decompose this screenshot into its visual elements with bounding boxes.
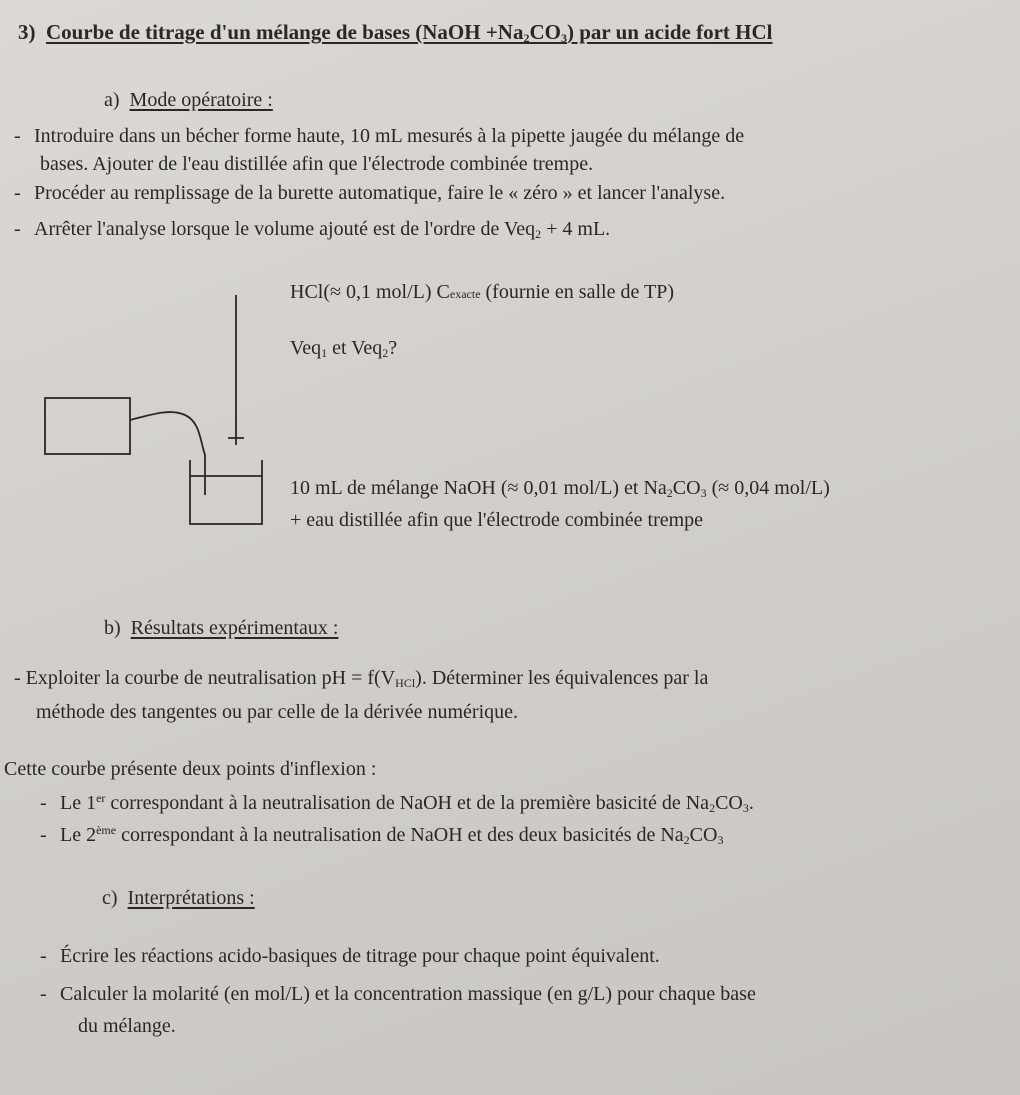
part-a-heading: a) Mode opératoire :: [104, 89, 273, 111]
question-2: - Calculer la molarité (en mol/L) et la concentration massique (en g/L) pour chaque base: [40, 983, 756, 1005]
electrode-cable: [130, 412, 205, 495]
exploit-instruction: - Exploiter la courbe de neutralisation pH = $f(V_{HCl})$. Déterminer les équivalences par la: [14, 667, 709, 690]
question-2-cont: du mélange.: [78, 1015, 176, 1037]
ph-meter-box: [45, 398, 130, 454]
step-2: - Procéder au remplissage de la burette automatique, faire le « zéro » et lancer l'analyse.: [14, 182, 726, 204]
veq-label: Veq$_1$ et Veq$_2$?: [290, 337, 398, 360]
titration-apparatus-diagram: [40, 290, 280, 540]
step-1-cont: bases. Ajouter de l'eau distillée afin que l'électrode combinée trempe.: [40, 153, 594, 175]
question-1: - Écrire les réactions acido-basiques de titrage pour chaque point équivalent.: [40, 945, 660, 967]
part-c-heading: c) Interprétations :: [102, 887, 255, 909]
water-label: + eau distillée afin que l'électrode combinée trempe: [290, 509, 704, 531]
inflexion-intro: Cette courbe présente deux points d'inflexion :: [4, 758, 377, 780]
section-title-text: Courbe de titrage d'un mélange de bases (NaOH $+Na_2CO_3$) par un acide fort HCl: [46, 20, 773, 45]
inflexion-point-1: - Le 1er correspondant à la neutralisation de NaOH et de la première basicité de $Na_2CO_3$.: [40, 791, 754, 815]
section-number: 3): [18, 20, 36, 44]
exploit-instruction-cont: méthode des tangentes ou par celle de la dérivée numérique.: [36, 701, 519, 723]
hcl-label: HCl(≈ 0,1 mol/L) Cexacte (fournie en salle de TP): [290, 281, 674, 303]
mixture-label: 10 mL de mélange NaOH (≈ 0,01 mol/L) et $Na_2CO_3$ (≈ 0,04 mol/L): [290, 477, 830, 500]
step-1: - Introduire dans un bécher forme haute, 10 mL mesurés à la pipette jaugée du mélange de: [14, 125, 745, 147]
beaker: [190, 460, 262, 524]
part-b-heading: b) Résultats expérimentaux :: [104, 617, 339, 639]
section-title: [18, 20, 772, 50]
step-3: - Arrêter l'analyse lorsque le volume ajouté est de l'ordre de Veq$_2$ + 4 mL.: [14, 218, 611, 241]
inflexion-point-2: - Le 2ème correspondant à la neutralisation de NaOH et des deux basicités de $Na_2CO_3$: [40, 823, 724, 847]
